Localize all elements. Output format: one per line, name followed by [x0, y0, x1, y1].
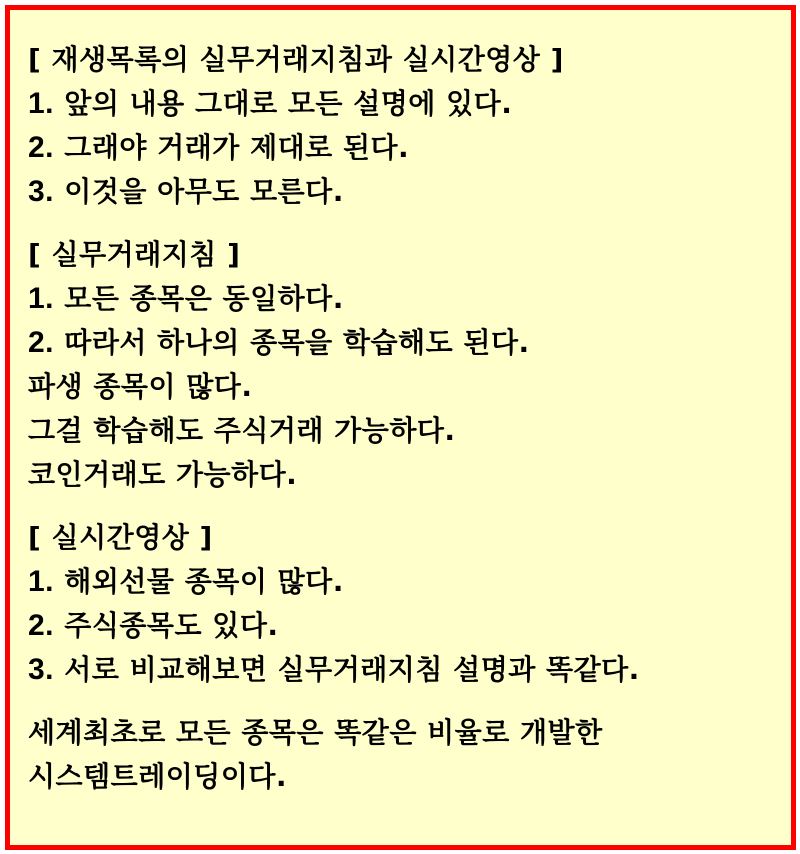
- item-number: 2.: [28, 609, 55, 642]
- list-item: [28, 170, 781, 214]
- section-closing-statement: [28, 711, 781, 799]
- list-item: [28, 321, 781, 365]
- notice-panel: [5, 5, 796, 850]
- item-text: 모든 종목은 동일하다.: [54, 282, 344, 315]
- item-text: 따라서 하나의 종목을 학습해도 된다.: [54, 326, 530, 359]
- section-live-video: [28, 516, 781, 692]
- item-number: 1.: [28, 282, 55, 315]
- item-text: 그래야 거래가 제대로 된다.: [54, 131, 410, 164]
- section-heading: [ 실시간영상 ]: [28, 521, 213, 554]
- item-number: 1.: [28, 565, 55, 598]
- item-number: 2.: [28, 131, 55, 164]
- notice-content: [28, 38, 781, 799]
- section-trading-guidelines: [28, 233, 781, 497]
- item-number: 1.: [28, 87, 55, 120]
- item-text: 주식종목도 있다.: [54, 609, 279, 642]
- body-line: 세계최초로 모든 종목은 똑같은 비율로 개발한: [28, 716, 603, 749]
- body-line: 그걸 학습해도 주식거래 가능하다.: [28, 414, 456, 447]
- list-item: [28, 604, 781, 648]
- item-number: 2.: [28, 326, 55, 359]
- body-line: 시스템트레이딩이다.: [28, 760, 288, 793]
- section-playlist-overview: [28, 38, 781, 214]
- body-line: 코인거래도 가능하다.: [28, 458, 298, 491]
- item-number: 3.: [28, 653, 55, 686]
- list-item: [28, 82, 781, 126]
- list-item: [28, 126, 781, 170]
- item-text: 서로 비교해보면 실무거래지침 설명과 똑같다.: [54, 653, 640, 686]
- item-text: 이것을 아무도 모른다.: [54, 175, 344, 208]
- list-item: [28, 648, 781, 692]
- section-heading: [ 실무거래지침 ]: [28, 238, 241, 271]
- item-text: 앞의 내용 그대로 모든 설명에 있다.: [54, 87, 513, 120]
- body-line: 파생 종목이 많다.: [28, 370, 253, 403]
- item-number: 3.: [28, 175, 55, 208]
- list-item: [28, 277, 781, 321]
- item-text: 해외선물 종목이 많다.: [54, 565, 344, 598]
- list-item: [28, 560, 781, 604]
- section-heading: [ 재생목록의 실무거래지침과 실시간영상 ]: [28, 43, 564, 76]
